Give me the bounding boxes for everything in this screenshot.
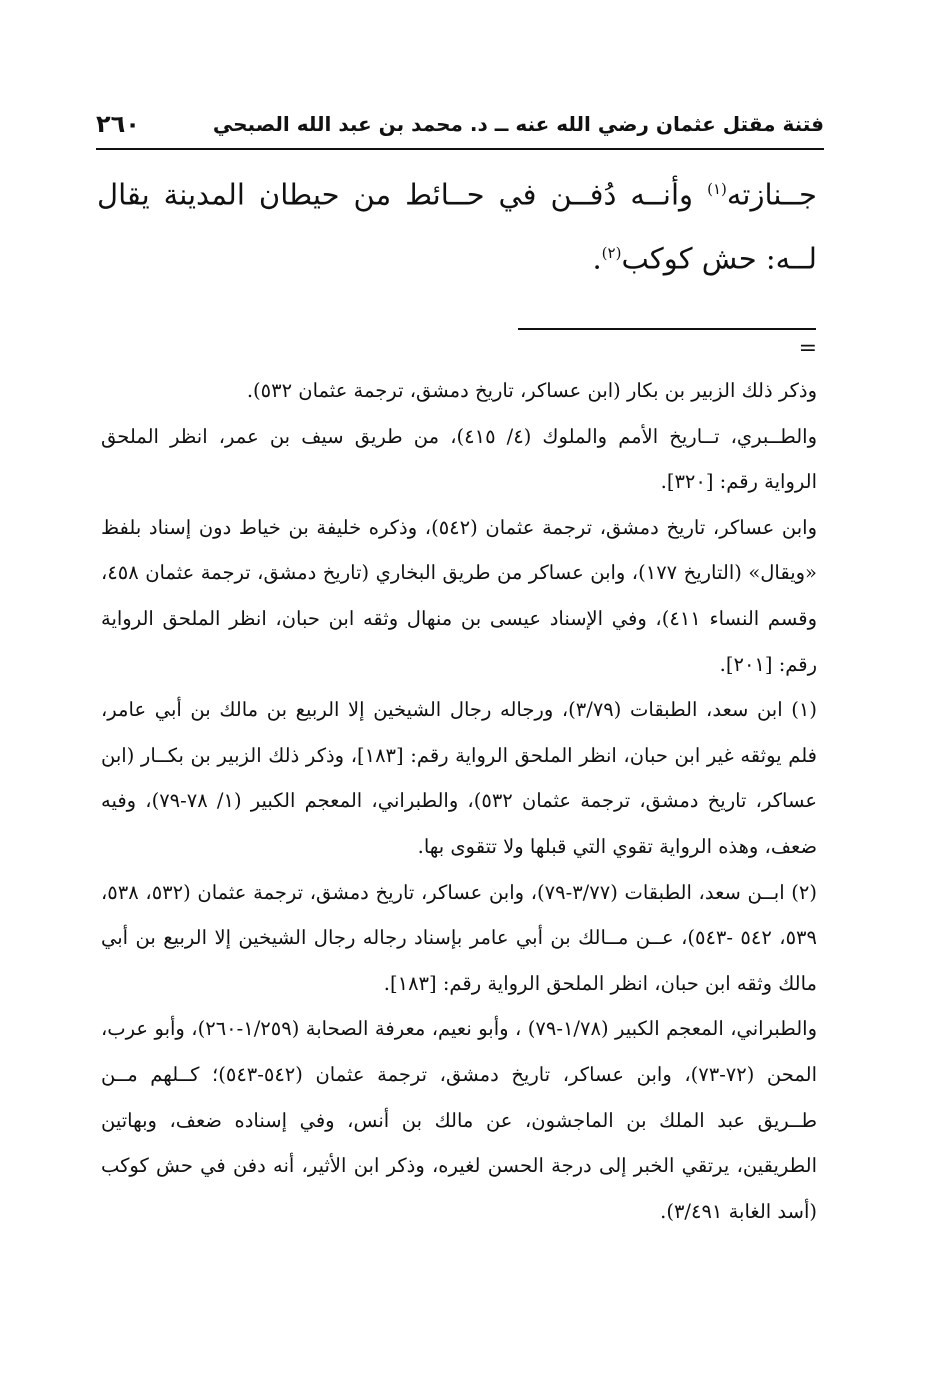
footnotes xyxy=(101,368,817,1234)
header-title: فتنة مقتل عثمان رضي الله عنه ــ د. محمد بن عبد الله الصبحي xyxy=(212,112,824,136)
footnote-2: (٢) ابــن سعد، الطبقات (٣/٧٧-٧٩)، وابن عساكر، تاريخ دمشق، ترجمة عثمان (٥٣٢، ٥٣٨، ٥٣٩، ٥٤٢ -٥٤٣)، عــن مــالك بن أبي عامر بإسناد رجاله رجال الشيخين إلا الربيع بن أبي مالك وثقه ابن حبان، انظر الملحق الرواية رقم: [١٨٣]. xyxy=(101,880,817,995)
header-rule xyxy=(96,148,824,150)
footnote-paragraph: والطبراني، المعجم الكبير (١/٧٨-٧٩) ، وأبو نعيم، معرفة الصحابة (١/٢٥٩-٢٦٠)، وأبو عرب، المحن (٧٢-٧٣)، وابن عساكر، تاريخ دمشق، ترجمة عثمان (٥٤٢-٥٤٣)؛ كــلهم مــن طــريق عبد الملك بن الماجشون، عن مالك بن أنس، وفي إسناده ضعف، وبهاتين الطريقين، يرتقي الخبر إلى درجة الحسن لغيره، وذكر ابن الأثير، أنه دفن في حش كوكب (أسد الغابة ٣/٤٩١). xyxy=(101,1017,818,1223)
footnote-paragraph: والطــبري، تــاريخ الأمم والملوك (٤/ ٤١٥)، من طريق سيف بن عمر، انظر الملحق الرواية رقم: [٣٢٠]. xyxy=(101,424,818,494)
footnote-paragraph: وابن عساكر، تاريخ دمشق، ترجمة عثمان (٥٤٢)، وذكره خليفة بن خياط دون إسناد بلفظ «ويقال» (التاريخ ١٧٧)، وابن عساكر من طريق البخاري (تاريخ دمشق، ترجمة عثمان ٤٥٨، وقسم النساء ٤١١)، وفي الإسناد عيسى بن منهال وثقه ابن حبان، انظر الملحق الرواية رقم: [٢٠١]. xyxy=(101,515,817,676)
footnote-paragraph: وذكر ذلك الزبير بن بكار (ابن عساكر، تاريخ دمشق، ترجمة عثمان ٥٣٢). xyxy=(246,379,817,402)
footnote-1: (١) ابن سعد، الطبقات (٣/٧٩)، ورجاله رجال الشيخين إلا الربيع بن مالك بن أبي عامر، فلم يوثقه غير ابن حبان، انظر الملحق الرواية رقم: [١٨٣]، وذكر ذلك الزبير بن بكــار (ابن عساكر، تاريخ دمشق، ترجمة عثمان ٥٣٢)، والطبراني، المعجم الكبير (١/ ٧٨-٧٩)، وفيه ضعف، وهذه الرواية تقوي التي قبلها ولا تتقوى بها. xyxy=(101,698,817,858)
footnote-separator xyxy=(518,328,816,330)
running-header xyxy=(96,106,824,142)
page-number: ٢٦٠ xyxy=(96,110,140,138)
main-text-part-1: جــنازته xyxy=(726,177,817,212)
main-text xyxy=(97,160,817,287)
footnote-continuation-mark: = xyxy=(798,336,817,361)
main-text-part-2: وأنــه دُفــن في حــائط من حيطان المدينة يقال لــه: حش كوكب xyxy=(97,177,817,276)
footnote-ref-1: (١) xyxy=(707,180,727,198)
footnote-ref-2: (٢) xyxy=(601,243,622,262)
main-text-part-3: . xyxy=(592,241,602,276)
